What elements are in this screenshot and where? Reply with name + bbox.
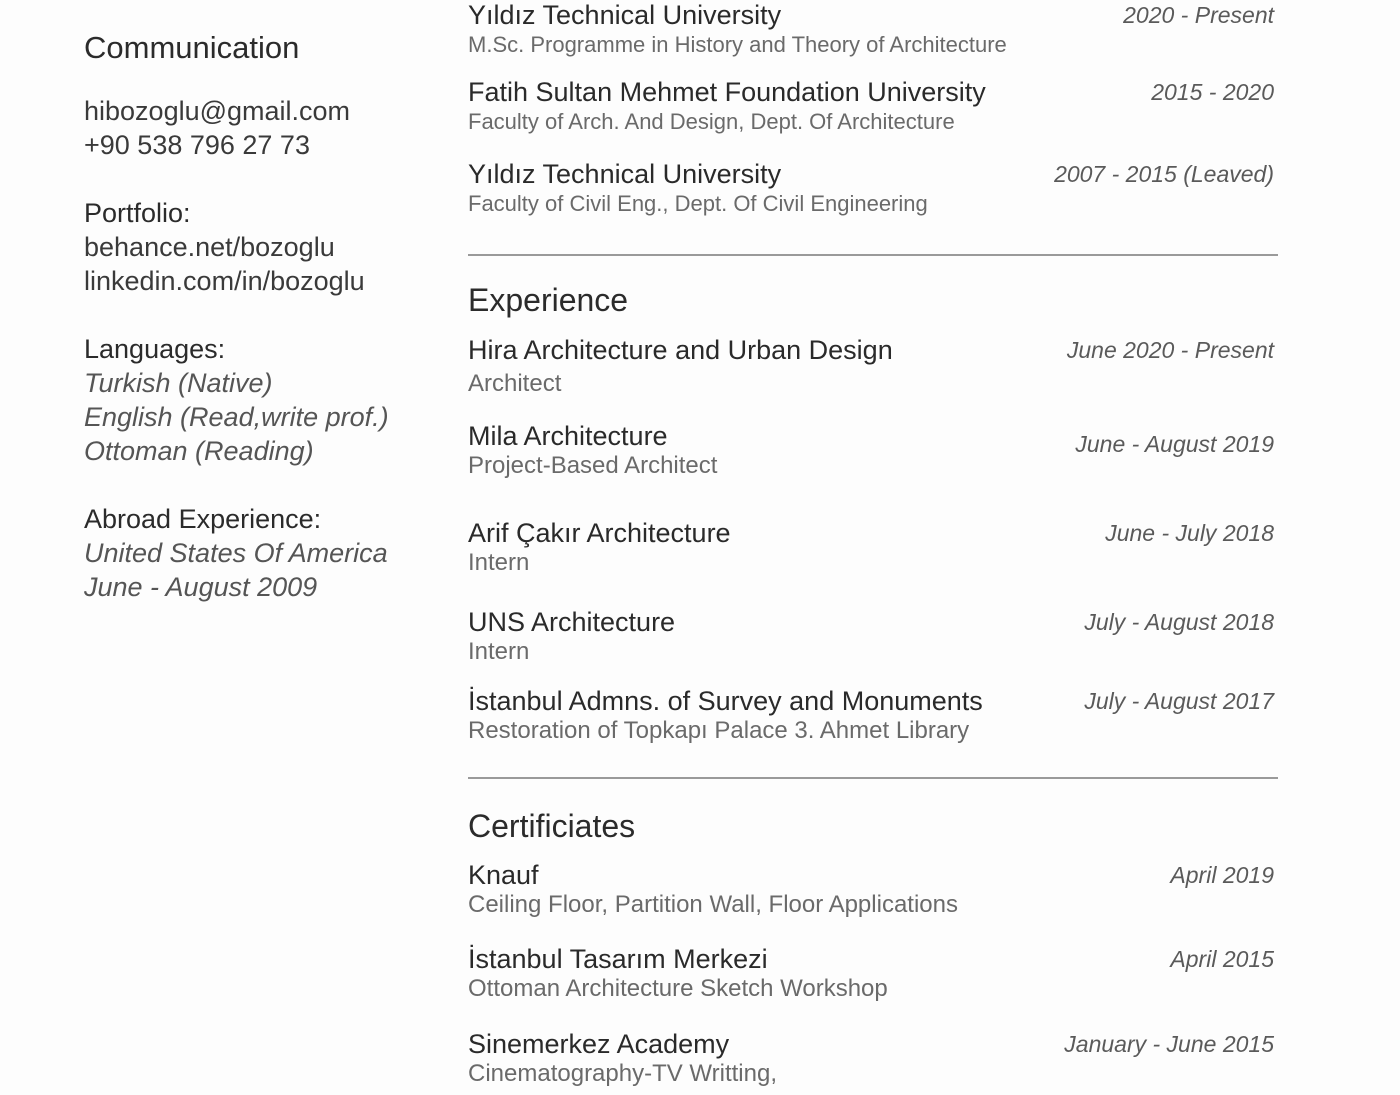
abroad-label: Abroad Experience: (84, 504, 322, 534)
certificate-entry (468, 1029, 1280, 1089)
education-entry (468, 0, 1280, 60)
entry-subtitle: Faculty of Arch. And Design, Dept. Of Architecture (468, 109, 955, 134)
entry-date: April 2019 (1170, 862, 1274, 888)
portfolio-label: Portfolio: (84, 198, 191, 228)
entry-title: UNS Architecture (468, 607, 676, 637)
entry-date: July - August 2018 (1084, 609, 1274, 635)
entry-title: Knauf (468, 860, 539, 890)
behance-link[interactable]: behance.net/bozoglu (84, 232, 335, 262)
entry-subtitle: Faculty of Civil Eng., Dept. Of Civil Engineering (468, 191, 928, 216)
entry-title: Mila Architecture (468, 421, 668, 451)
entry-subtitle: Ceiling Floor, Partition Wall, Floor Applications (468, 891, 958, 918)
abroad-block (84, 502, 424, 604)
language-item: English (Read,write prof.) (84, 402, 389, 432)
certificate-entry (468, 860, 1280, 920)
experience-entry (468, 686, 1280, 746)
entry-date: June - August 2019 (1075, 431, 1274, 457)
entry-date: 2020 - Present (1123, 2, 1274, 28)
entry-date: July - August 2017 (1084, 688, 1274, 714)
entry-title: Arif Çakır Architecture (468, 518, 731, 548)
entry-date: June 2020 - Present (1066, 337, 1274, 363)
entry-subtitle: Architect (468, 370, 562, 397)
entry-title: Yıldız Technical University (468, 159, 782, 189)
phone-number: +90 538 796 27 73 (84, 130, 310, 160)
entry-title: Fatih Sultan Mehmet Foundation University (468, 77, 986, 107)
communication-heading: Communication (84, 30, 300, 65)
main-column (468, 0, 1280, 1095)
abroad-country: United States Of America (84, 538, 388, 568)
sidebar (84, 30, 424, 638)
entry-date: 2015 - 2020 (1151, 79, 1274, 105)
entry-subtitle: Intern (468, 549, 530, 576)
experience-heading: Experience (468, 282, 629, 318)
entry-date: April 2015 (1170, 946, 1274, 972)
education-entry (468, 159, 1280, 219)
entry-subtitle: Ottoman Architecture Sketch Workshop (468, 975, 888, 1002)
entry-title: Yıldız Technical University (468, 0, 782, 30)
experience-entry (468, 335, 1280, 399)
certificate-entry (468, 944, 1280, 1004)
languages-block (84, 332, 424, 468)
entry-title: Hira Architecture and Urban Design (468, 335, 893, 365)
language-item: Ottoman (Reading) (84, 436, 314, 466)
contact-block (84, 94, 424, 162)
entry-subtitle: Restoration of Topkapı Palace 3. Ahmet Library (468, 717, 970, 744)
abroad-period: June - August 2009 (84, 572, 318, 602)
entry-title: İstanbul Tasarım Merkezi (468, 944, 768, 974)
entry-date: 2007 - 2015 (Leaved) (1054, 161, 1274, 187)
entry-title: Sinemerkez Academy (468, 1029, 730, 1059)
email-link[interactable]: hibozoglu@gmail.com (84, 96, 351, 126)
portfolio-block (84, 196, 424, 298)
experience-entry (468, 518, 1280, 578)
education-entry (468, 77, 1280, 137)
languages-label: Languages: (84, 334, 226, 364)
entry-subtitle: M.Sc. Programme in History and Theory of Architecture (468, 32, 1007, 57)
entry-title: İstanbul Admns. of Survey and Monuments (468, 686, 983, 716)
certificates-heading: Certificiates (468, 808, 636, 844)
language-item: Turkish (Native) (84, 368, 273, 398)
experience-entry (468, 607, 1280, 667)
entry-date: June - July 2018 (1105, 520, 1274, 546)
entry-subtitle: Cinematography-TV Writting, (468, 1060, 777, 1087)
entry-subtitle: Intern (468, 638, 530, 665)
section-divider (468, 254, 1278, 256)
section-divider (468, 777, 1278, 779)
entry-subtitle: Project-Based Architect (468, 452, 718, 479)
linkedin-link[interactable]: linkedin.com/in/bozoglu (84, 266, 365, 296)
experience-entry (468, 421, 1280, 481)
entry-date: January - June 2015 (1064, 1031, 1274, 1057)
